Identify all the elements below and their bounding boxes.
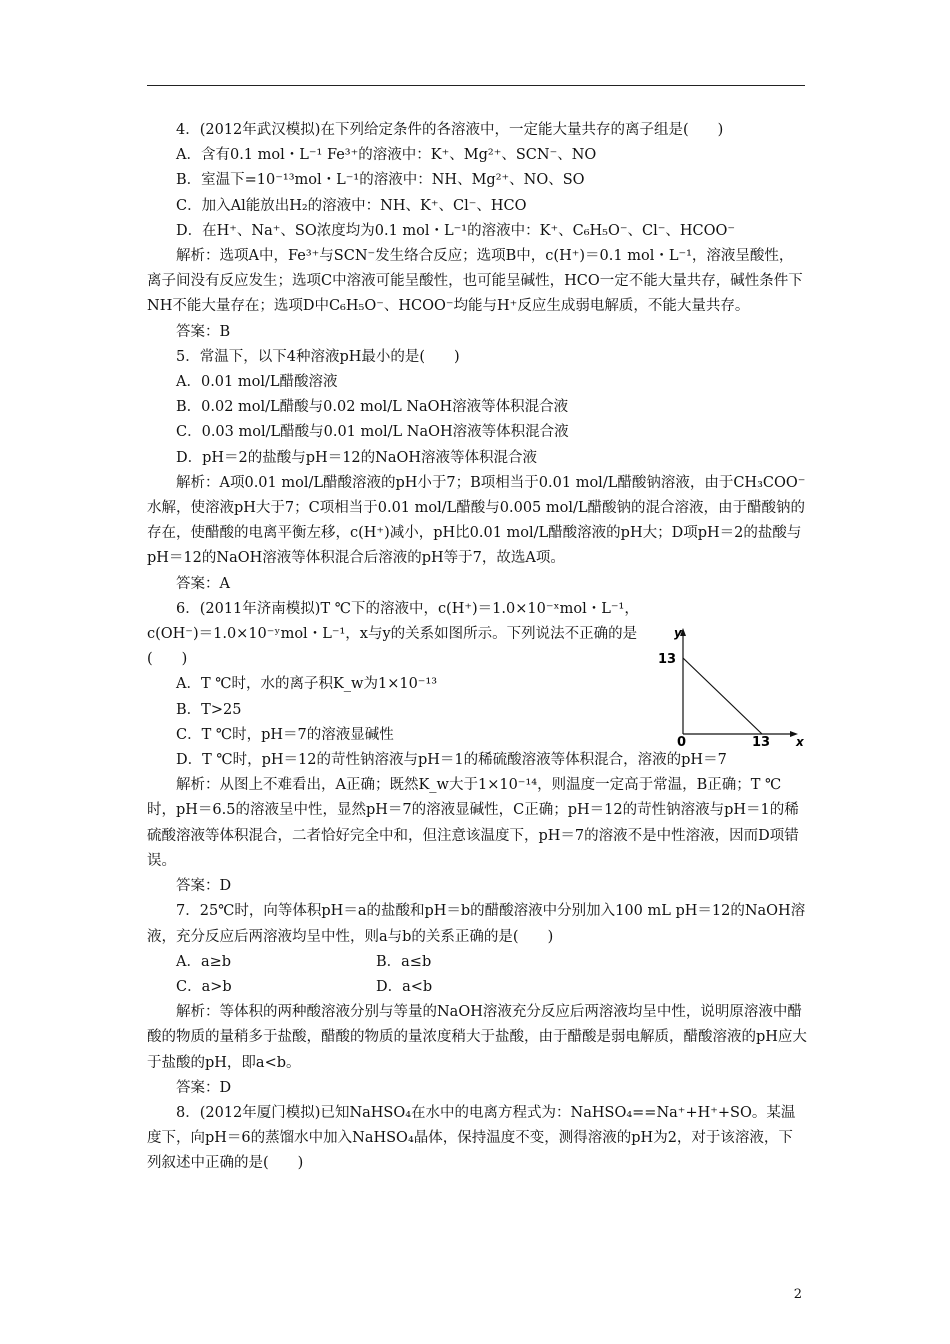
q4-option-b: B．室温下=10⁻¹³mol・L⁻¹的溶液中：NH、Mg²⁺、NO、SO <box>176 172 585 189</box>
q7-options-row-1 <box>147 950 807 975</box>
page-number: 2 <box>793 1287 802 1302</box>
q6-option-c: C．T ℃时，pH＝7的溶液显碱性 <box>176 726 394 743</box>
graph-y-value: 13 <box>658 652 677 667</box>
q4-stem: 4．(2012年武汉模拟)在下列给定条件的各溶液中，一定能大量共存的离子组是( ) <box>176 122 724 138</box>
q7-option-b: B．a≤b <box>376 953 432 970</box>
q4-answer: 答案：B <box>176 323 231 340</box>
q5-option-b: B．0.02 mol/L醋酸与0.02 mol/L NaOH溶液等体积混合液 <box>176 399 569 416</box>
q7-option-d: D．a<b <box>376 978 433 995</box>
q5-analysis: 解析：A项0.01 mol/L醋酸溶液的pH小于7；B项相当于0.01 mol/L醋酸钠溶液，由于CH₃COO⁻水解，使溶液pH大于7；C项相当于0.01 mol/L醋酸与0.005 mol/L醋酸钠的混合溶液，由于醋酸钠的存在，使醋酸的电离平衡左移，c(H⁺)减小，pH比0.01 mol/L醋酸溶液的pH大；D项pH＝2的盐酸与pH＝12的NaOH溶液等体积混合后溶液的pH等于7，故选A项。 <box>147 474 806 567</box>
q7-answer: 答案：D <box>176 1079 232 1096</box>
q8-stem: 8．(2012年厦门模拟)已知NaHSO₄在水中的电离方程式为：NaHSO₄==Na⁺+H⁺+SO。某温度下，向pH＝6的蒸馏水中加入NaHSO₄晶体，保持温度不变，测得溶液的pH为2，对于该溶液，下列叙述中正确的是( ) <box>147 1104 796 1172</box>
q7-option-c: C．a>b <box>176 978 232 995</box>
q4-analysis: 解析：选项A中，Fe³⁺与SCN⁻发生络合反应；选项B中，c(H⁺)＝0.1 mol・L⁻¹，溶液呈酸性，离子间没有反应发生；选项C中溶液可能呈酸性，也可能呈碱性，HCO一定不能大量共存，碱性条件下NH不能大量存在；选项D中C₆H₅O⁻、HCOO⁻均能与H⁺反应生成弱电解质，不能大量共存。 <box>147 248 803 315</box>
graph-origin: 0 <box>677 735 687 747</box>
q6-analysis: 解析：从图上不难看出，A正确；既然K_w大于1×10⁻¹⁴，则温度一定高于常温，B正确；T ℃时，pH＝6.5的溶液呈中性，显然pH＝7的溶液显碱性，C正确；pH＝12的苛性钠溶液与pH＝1的稀硫酸溶液等体积混合，二者恰好完全中和，但注意该温度下，pH＝7的溶液不是中性溶液，因而D项错误。 <box>147 777 799 869</box>
q5-option-d: D．pH＝2的盐酸与pH＝12的NaOH溶液等体积混合液 <box>176 449 538 466</box>
header-rule <box>147 85 805 86</box>
graph-line <box>683 658 762 734</box>
q7-analysis: 解析：等体积的两种酸溶液分别与等量的NaOH溶液充分反应后两溶液均呈中性，说明原溶液中醋酸的物质的量稍多于盐酸，醋酸的物质的量浓度稍大于盐酸，由于醋酸是弱电解质，醋酸溶液的pH应大于盐酸的pH，即a<b。 <box>147 1004 807 1071</box>
q6-xy-graph <box>656 622 811 747</box>
graph-y-label: y <box>674 626 682 640</box>
q5-option-c: C．0.03 mol/L醋酸与0.01 mol/L NaOH溶液等体积混合液 <box>176 424 569 441</box>
q4-option-d: D．在H⁺、Na⁺、SO浓度均为0.1 mol・L⁻¹的溶液中：K⁺、C₆H₅O⁻、Cl⁻、HCOO⁻ <box>176 222 736 239</box>
q4-option-c: C．加入Al能放出H₂的溶液中：NH、K⁺、Cl⁻、HCO <box>176 197 527 214</box>
q7-stem: 7．25℃时，向等体积pH＝a的盐酸和pH＝b的醋酸溶液中分别加入100 mL pH＝12的NaOH溶液，充分反应后两溶液均呈中性，则a与b的关系正确的是( ) <box>147 903 806 945</box>
q6-option-d: D．T ℃时，pH＝12的苛性钠溶液与pH＝1的稀硫酸溶液等体积混合，溶液的pH＝7 <box>176 752 727 769</box>
q5-option-a: A．0.01 mol/L醋酸溶液 <box>176 374 338 391</box>
q6-stem: 6．(2011年济南模拟)T ℃下的溶液中，c(H⁺)＝1.0×10⁻ˣmol・L⁻¹，c(OH⁻)＝1.0×10⁻ʸmol・L⁻¹，x与y的关系如图所示。下列说法不正确的是( ) <box>147 600 639 668</box>
q6-option-b: B．T>25 <box>176 701 242 718</box>
q7-option-a: A．a≥b <box>176 953 232 970</box>
q4-option-a: A．含有0.1 mol・L⁻¹ Fe³⁺的溶液中：K⁺、Mg²⁺、SCN⁻、NO <box>176 147 597 164</box>
graph-x-label: x <box>796 735 804 747</box>
q5-answer: 答案：A <box>176 575 230 592</box>
q5-stem: 5．常温下，以下4种溶液pH最小的是( ) <box>176 348 460 365</box>
graph-x-value: 13 <box>752 735 771 747</box>
q6-option-a: A．T ℃时，水的离子积K_w为1×10⁻¹³ <box>176 676 438 693</box>
q7-options-row-2 <box>147 975 807 1000</box>
q6-answer: 答案：D <box>176 878 232 895</box>
